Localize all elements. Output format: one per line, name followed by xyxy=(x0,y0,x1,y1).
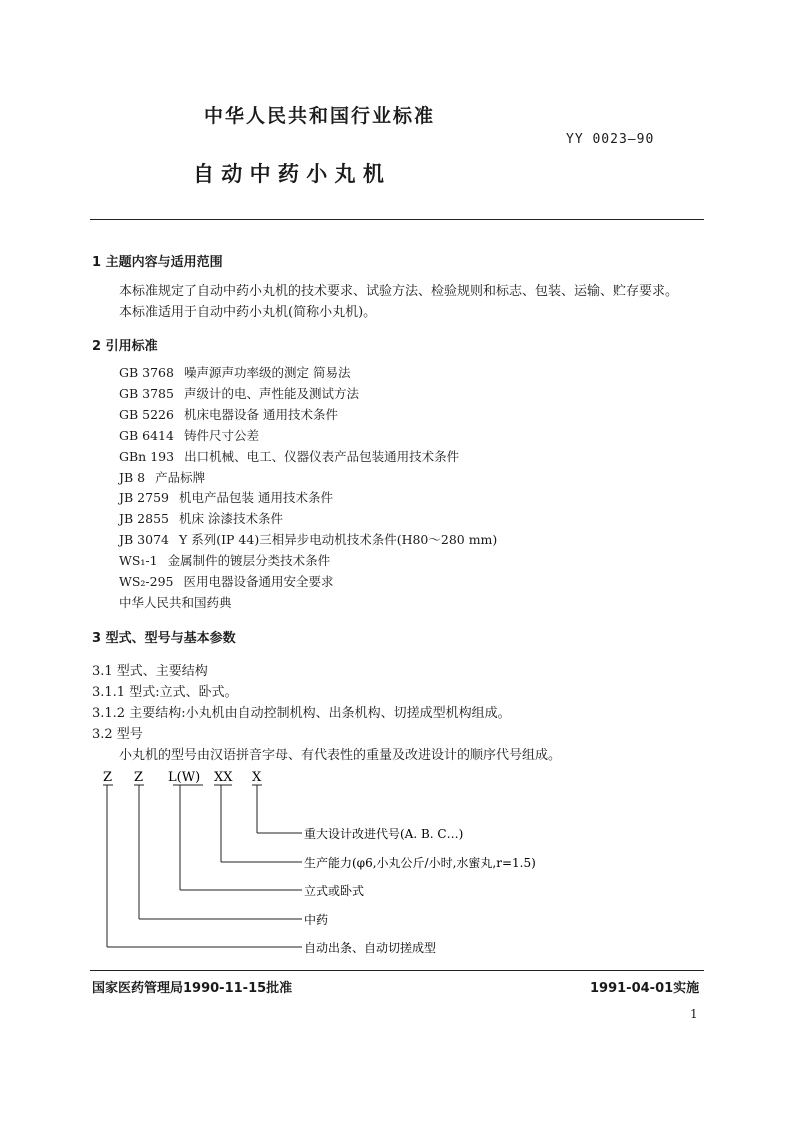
section-1-paragraph-2: 本标准适用于自动中药小丸机(简称小丸机)。 xyxy=(119,305,377,320)
reference-code: GBn 193 xyxy=(119,448,175,464)
model-label-chinese-medicine: 中药 xyxy=(304,913,329,927)
reference-item xyxy=(119,447,459,465)
model-label-design-revision: 重大设计改进代号(A. B. C…) xyxy=(304,827,464,841)
reference-item xyxy=(119,488,333,506)
reference-item xyxy=(119,551,330,569)
reference-code: JB 3074 xyxy=(119,532,169,548)
reference-item xyxy=(119,509,283,527)
reference-title: 声级计的电、声性能及测试方法 xyxy=(183,385,359,401)
section-1-paragraph-1: 本标准规定了自动中药小丸机的技术要求、试验方法、检验规则和标志、包装、运输、贮存要求。 xyxy=(119,284,679,299)
model-letter-lw: L(W) xyxy=(168,770,201,785)
reference-code: WS₁-1 xyxy=(119,553,158,569)
model-label-orientation: 立式或卧式 xyxy=(304,884,365,898)
effective-date: 1991-04-01实施 xyxy=(590,981,700,996)
standard-number: YY 0023—90 xyxy=(566,132,655,147)
model-letter-xx: XX xyxy=(214,770,233,785)
diagram-lines xyxy=(103,785,302,947)
reference-title: 机电产品包装 通用技术条件 xyxy=(178,490,333,506)
reference-code: JB 2759 xyxy=(119,490,169,506)
header-rule xyxy=(90,219,704,220)
reference-title: 金属制件的镀层分类技术条件 xyxy=(167,553,331,569)
model-label-capacity: 生产能力(φ6,小丸公斤/小时,水蜜丸,r=1.5) xyxy=(304,856,536,870)
reference-title: 医用电器设备通用安全要求 xyxy=(183,574,334,589)
reference-code: JB 2855 xyxy=(119,511,169,527)
reference-item xyxy=(119,530,497,548)
section-1-heading: 1 主题内容与适用范围 xyxy=(92,255,223,270)
model-label-automatic: 自动出条、自动切搓成型 xyxy=(304,941,437,955)
reference-item xyxy=(119,572,334,590)
reference-title: 机床电器设备 通用技术条件 xyxy=(183,406,338,422)
reference-code: JB 8 xyxy=(119,469,146,485)
model-letter-z1: Z xyxy=(103,770,113,785)
reference-item xyxy=(119,405,338,423)
document-title: 自 动 中 药 小 丸 机 xyxy=(193,162,384,186)
reference-title: 产品标牌 xyxy=(155,469,206,485)
section-3-heading: 3 型式、型号与基本参数 xyxy=(92,631,236,646)
reference-item xyxy=(119,363,350,381)
reference-title: 铸件尺寸公差 xyxy=(183,427,259,443)
reference-item xyxy=(119,426,259,444)
model-letter-x: X xyxy=(252,770,262,785)
model-code-diagram xyxy=(0,760,794,960)
approval-line: 国家医药管理局1990-11-15批准 xyxy=(92,981,293,996)
reference-item xyxy=(119,593,232,611)
reference-code: GB 3785 xyxy=(119,385,174,401)
reference-item xyxy=(119,468,205,486)
section-3-2-text: 小丸机的型号由汉语拼音字母、有代表性的重量及改进设计的顺序代号组成。 xyxy=(119,748,562,763)
section-3-1-2: 3.1.2 主要结构:小丸机由自动控制机构、出条机构、切搓成型机构组成。 xyxy=(92,706,511,721)
page-number: 1 xyxy=(690,1007,698,1021)
reference-title: 噪声源声功率级的测定 简易法 xyxy=(183,365,351,380)
reference-code: GB 6414 xyxy=(119,427,174,443)
reference-title: Y 系列(IP 44)三相异步电动机技术条件(H80～280 mm) xyxy=(178,532,498,548)
section-2-heading: 2 引用标准 xyxy=(92,339,158,354)
reference-title: 机床 涂漆技术条件 xyxy=(178,511,283,527)
reference-title: 出口机械、电工、仪器仪表产品包装通用技术条件 xyxy=(184,448,460,464)
reference-title: 中华人民共和国药典 xyxy=(119,594,232,610)
section-3-1-heading: 3.1 型式、主要结构 xyxy=(92,664,208,679)
reference-code: WS₂-295 xyxy=(119,574,174,589)
agency-title: 中华人民共和国行业标准 xyxy=(204,105,436,127)
reference-item xyxy=(119,384,359,402)
section-3-1-1: 3.1.1 型式:立式、卧式。 xyxy=(92,685,238,700)
model-letter-z2: Z xyxy=(134,770,144,785)
section-3-2-heading: 3.2 型号 xyxy=(92,727,143,742)
reference-code: GB 5226 xyxy=(119,406,174,422)
footer-rule xyxy=(90,970,704,971)
reference-code: GB 3768 xyxy=(119,365,174,380)
